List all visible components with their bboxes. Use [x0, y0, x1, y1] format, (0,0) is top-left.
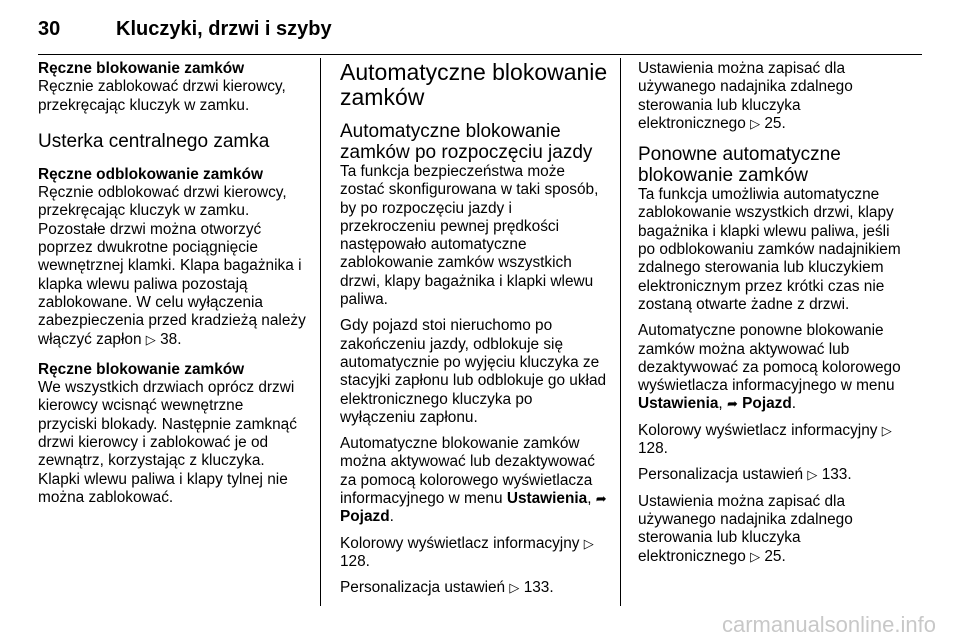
menu-vehicle: Pojazd [340, 508, 390, 526]
page-ref[interactable]: 133. [523, 579, 554, 597]
heading-auto-relock: Ponowne automatyczne blokowanie zamków [638, 144, 841, 186]
column-divider-2 [620, 58, 621, 606]
column-divider-1 [320, 58, 321, 606]
main-heading-auto-locking: Automatyczne blokowanie zamków [340, 59, 608, 110]
header-rule [38, 54, 922, 55]
column-3 [638, 60, 906, 574]
subheading-manual-locking-2: Ręczne blokowanie zamków [38, 360, 245, 378]
paragraph-auto-relock-2: Automatyczne ponowne blokowanie zamków można aktywować lub dezaktywować za pomocą kolorowego wyświetlacza informacyjnego w menu Ustawienia, ➦ Pojazd. [638, 322, 901, 413]
paragraph-settings-save: Ustawienia można zapisać dla używanego nadajnika zdalnego sterowania lub kluczyka elektronicznego ▷ 25. [638, 60, 853, 132]
page-ref[interactable]: 133. [821, 466, 852, 484]
paragraph-settings-save-2: Ustawienia można zapisać dla używanego nadajnika zdalnego sterowania lub kluczyka elektronicznego ▷ 25. [638, 492, 853, 565]
menu-vehicle: Pojazd [742, 395, 792, 413]
page-ref-icon: ▷ [807, 467, 818, 483]
paragraph-manual-locking: Ręcznie zablokować drzwi kierowcy, przekręcając kluczyk w zamku. [38, 78, 286, 114]
menu-settings: Ustawienia [638, 395, 719, 413]
page-ref[interactable]: 38. [160, 330, 182, 348]
paragraph-auto-relock-1: Ta funkcja umożliwia automatyczne zablokowanie wszystkich drzwi, klapy bagażnika i klapki wlewu paliwa, jeśli po odblokowaniu zamków nadajnikiem zdalnego sterowania lub kluczykiem elektronicznym przez krótki czas nie zostaną otwarte żadne z drzwi. [638, 186, 901, 313]
watermark: carmanualsonline.info [721, 612, 936, 637]
paragraph-personalization: Personalizacja ustawień ▷ 133. [340, 579, 554, 597]
page-ref[interactable]: 25. [764, 114, 786, 132]
column-2 [340, 60, 608, 606]
page-ref[interactable]: 128. [638, 440, 668, 458]
paragraph-manual-locking-2: We wszystkich drzwiach oprócz drzwi kierowcy wcisnąć wewnętrzne przyciski blokady. Następnie zamknąć drzwi kierowcy i zablokować je od zewnątrz, korzystając z kluczyka. Klapki wlewu paliwa i klapy tylnej nie można zablokować. [38, 379, 297, 506]
page-ref[interactable]: 25. [764, 547, 786, 565]
paragraph-auto-locking-1: Ta funkcja bezpieczeństwa może zostać skonfigurowana w taki sposób, by po rozpoczęciu jazdy i przekroczeniu pewnej prędkości następowało automatyczne zablokowanie zamków wszystkich drzwi, klapy bagażnika i klapki wlewu paliwa. [340, 163, 599, 309]
subheading-manual-locking: Ręczne blokowanie zamków [38, 60, 245, 77]
paragraph-manual-unlocking: Ręcznie odblokować drzwi kierowcy, przekręcając kluczyk w zamku. Pozostałe drzwi można otworzyć poprzez dwukrotne pociągnięcie wewnętrznej klamki. Klapa bagażnika i klapka wlewu paliwa pozostają zablokowane. W celu wyłączenia zabezpieczenia przed kradzieżą należy włączyć zapłon ▷ 38. [38, 184, 306, 348]
page-ref-icon: ▷ [750, 115, 761, 131]
section-heading-central-lock-fault: Usterka centralnego zamka [38, 130, 270, 152]
page-number: 30 [38, 18, 61, 40]
paragraph-auto-locking-2: Gdy pojazd stoi nieruchomo po zakończeniu jazdy, odblokuje się automatycznie po wyjęciu kluczyka ze stacyjki zapłonu lub odblokuje go układ elektronicznego kluczyka po wyłączeniu zapłonu. [340, 317, 607, 426]
page-title: Kluczyki, drzwi i szyby [116, 18, 332, 40]
page-ref-icon: ▷ [750, 548, 761, 564]
page-ref-icon: ▷ [881, 422, 892, 438]
paragraph-personalization: Personalizacja ustawień ▷ 133. [638, 466, 852, 484]
page-ref-icon: ▷ [583, 535, 594, 551]
menu-arrow-icon: ➦ [726, 396, 738, 412]
paragraph-auto-locking-3: Automatyczne blokowanie zamków można aktywować lub dezaktywować za pomocą kolorowego wyświetlacza informacyjnego w menu Ustawienia, ➦ Pojazd. [340, 435, 607, 526]
column-1 [38, 60, 306, 515]
page-ref-icon: ▷ [145, 331, 156, 347]
page-ref-icon: ▷ [509, 580, 520, 596]
paragraph-color-display: Kolorowy wyświetlacz informacyjny ▷ 128. [340, 534, 594, 570]
page-header [38, 12, 922, 50]
subheading-manual-unlocking: Ręczne odblokowanie zamków [38, 165, 263, 183]
subheading-auto-locking-drive: Automatyczne blokowanie zamków po rozpoczęciu jazdy [340, 121, 593, 163]
menu-settings: Ustawienia [506, 490, 588, 508]
paragraph-color-display: Kolorowy wyświetlacz informacyjny ▷ 128. [638, 421, 892, 458]
page-ref[interactable]: 128. [340, 552, 370, 570]
menu-arrow-icon: ➦ [595, 491, 607, 507]
